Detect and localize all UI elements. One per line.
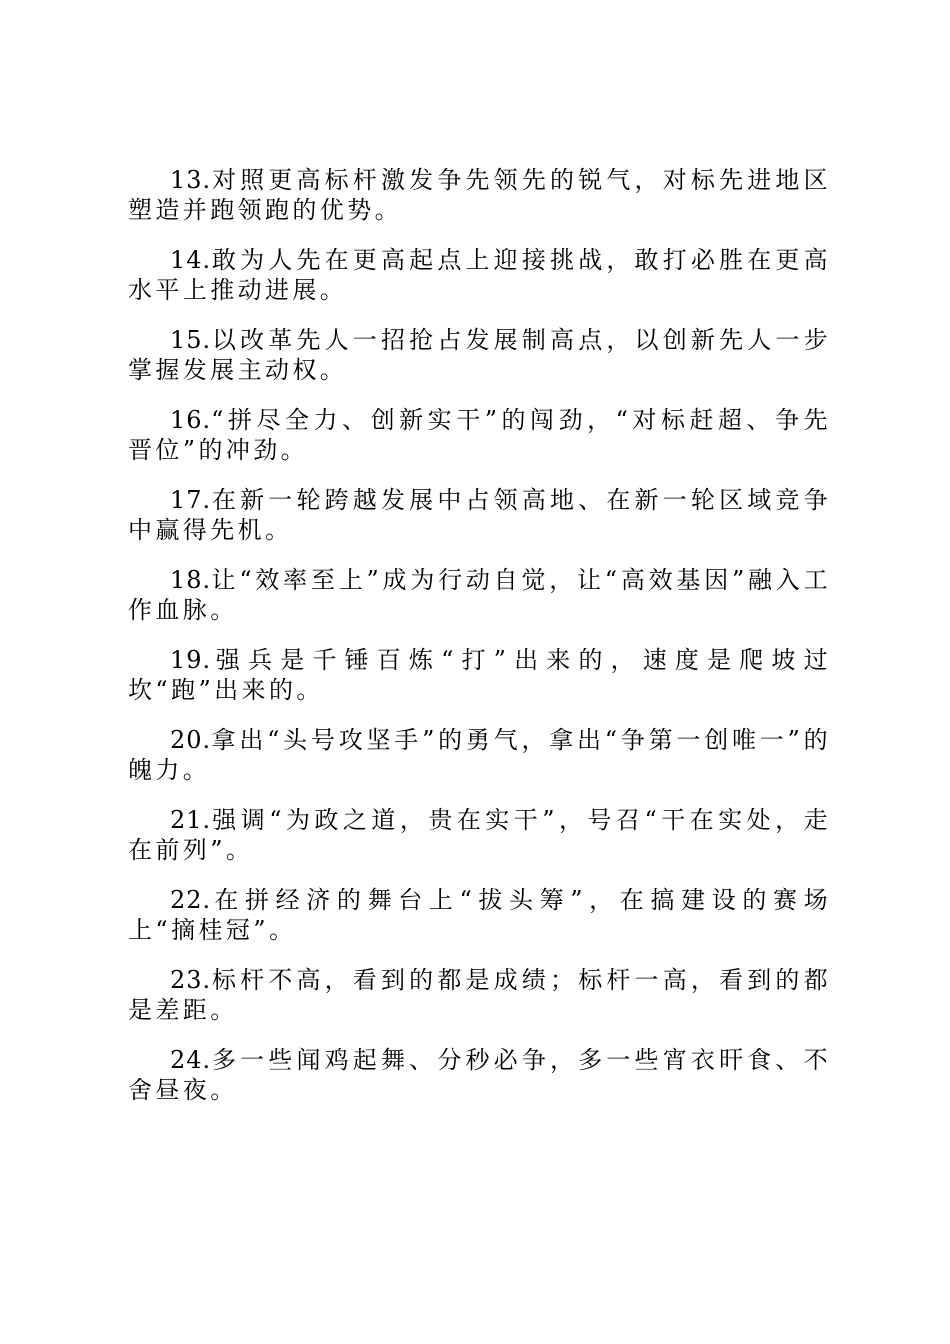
list-item xyxy=(128,965,831,1025)
item-text: 强调“为政之道，贵在实干”，号召“干在实处，走在前列”。 xyxy=(128,806,831,864)
item-text: 对照更高标杆激发争先领先的锐气，对标先进地区塑造并跑领跑的优势。 xyxy=(128,166,831,224)
document-body xyxy=(128,165,831,1125)
list-item xyxy=(128,645,831,705)
item-number: 14. xyxy=(170,246,212,274)
item-text: 在新一轮跨越发展中占领高地、在新一轮区域竞争中赢得先机。 xyxy=(128,486,831,544)
item-number: 13. xyxy=(170,166,212,194)
item-number: 17. xyxy=(170,486,212,514)
item-text: 以改革先人一招抢占发展制高点，以创新先人一步掌握发展主动权。 xyxy=(128,326,831,384)
item-number: 19. xyxy=(170,646,212,674)
item-number: 15. xyxy=(170,326,212,354)
list-item xyxy=(128,165,831,225)
item-text: 多一些闻鸡起舞、分秒必争，多一些宵衣旰食、不舍昼夜。 xyxy=(128,1046,831,1104)
list-item xyxy=(128,725,831,785)
item-number: 16. xyxy=(170,406,212,434)
item-text: “拼尽全力、创新实干”的闯劲，“对标赶超、争先晋位”的冲劲。 xyxy=(128,406,831,464)
item-number: 24. xyxy=(170,1046,212,1074)
list-item xyxy=(128,805,831,865)
item-text: 在拼经济的舞台上“拔头筹”，在搞建设的赛场上“摘桂冠”。 xyxy=(128,886,831,944)
list-item xyxy=(128,885,831,945)
list-item xyxy=(128,485,831,545)
list-item xyxy=(128,325,831,385)
item-number: 23. xyxy=(170,966,212,994)
item-text: 标杆不高，看到的都是成绩；标杆一高，看到的都是差距。 xyxy=(128,966,831,1024)
item-number: 18. xyxy=(170,566,212,594)
item-text: 拿出“头号攻坚手”的勇气，拿出“争第一创唯一”的魄力。 xyxy=(128,726,831,784)
item-number: 22. xyxy=(170,886,212,914)
item-text: 让“效率至上”成为行动自觉，让“高效基因”融入工作血脉。 xyxy=(128,566,831,624)
list-item xyxy=(128,1045,831,1105)
item-text: 强兵是千锤百炼“打”出来的，速度是爬坡过坎“跑”出来的。 xyxy=(128,646,831,704)
item-text: 敢为人先在更高起点上迎接挑战，敢打必胜在更高水平上推动进展。 xyxy=(128,246,831,304)
item-number: 20. xyxy=(170,726,212,754)
list-item xyxy=(128,245,831,305)
list-item xyxy=(128,405,831,465)
list-item xyxy=(128,565,831,625)
item-number: 21. xyxy=(170,806,212,834)
